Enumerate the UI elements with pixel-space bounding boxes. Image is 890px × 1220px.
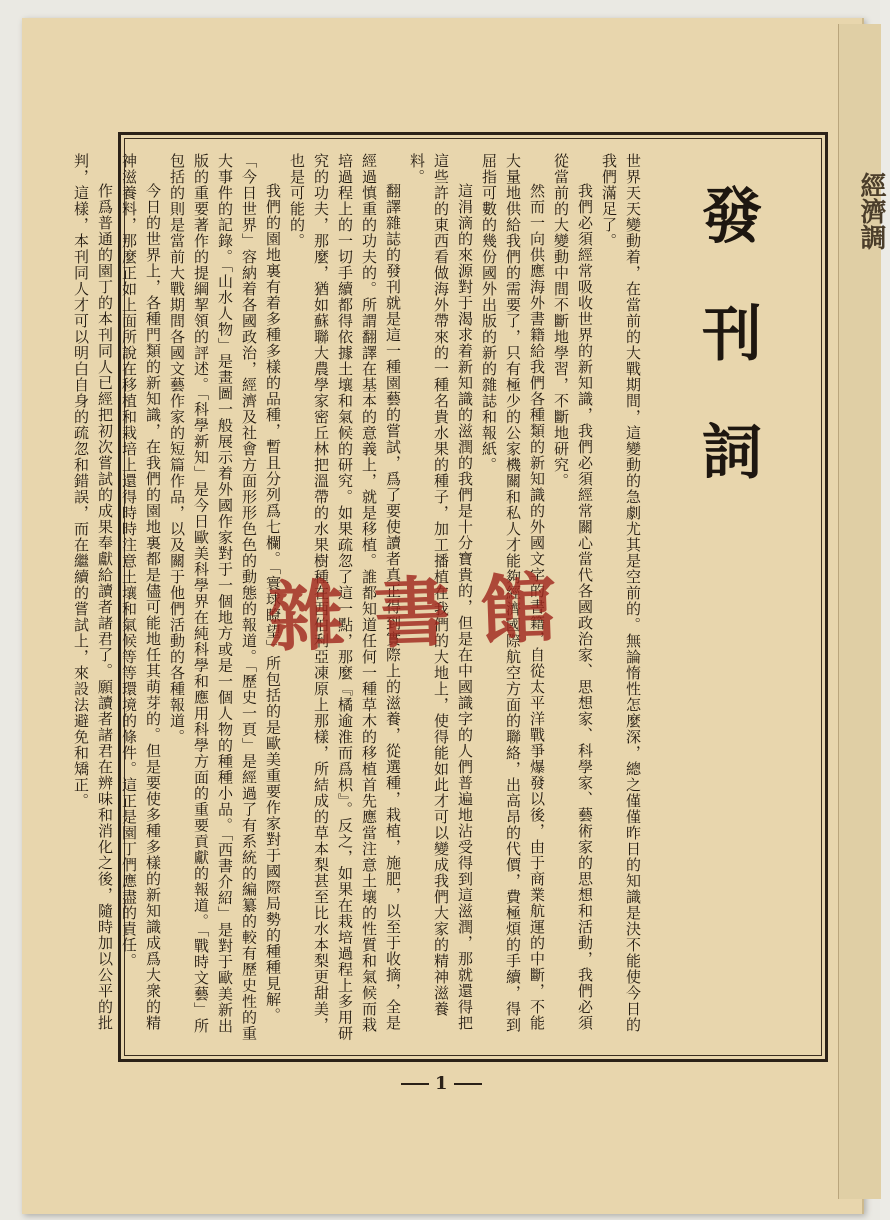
page-number-dash-left: [401, 1083, 429, 1085]
paragraph-6: 我們的園地裏有着多種多樣的品種，暫且分列爲七欄。「寰球瞭望」所包括的是歐美重要作家對于國際局勢的種種見解。「今日世界」容納着各國政治，經濟及社會方面形形色色的動態的報道。「歷史一頁」是經過了有系統的編纂的較有歷史性的重大事件的記錄。「山水人物」是畫圖一般展示着外國作家對于一個地方或是一個人物的種種小品。「西書介紹」是對于歐美新出版的重要著作的提綱挈領的評述。「科學新知」是今日歐美科學界在純科學和應用科學方面的重要貢獻的報道。「戰時文藝」所包括的則是當前大戰期間各國文藝作家的短篇作品，以及關于他們活動的各種報道。: [168, 153, 282, 1042]
paragraph-3: 然而一向供應海外書籍給我們各種類的新知識的外國文字的書籍，自從太平洋戰爭爆發以後，由于商業航運的中斷，不能大量地供給我們的需要了，只有極少的公家機關和私人才能夠經濟國際航空方面的聯絡，出高昂的代價，費極煩的手續，得到屈指可數的幾份國外出版的新的雜誌和報紙。: [480, 153, 546, 1033]
adjacent-page-edge: [838, 24, 886, 1199]
paragraph-1: 世界天天變動着，在當前的大戰期間，這變動的急劇尤其是空前的。無論惰性怎麼深，總之僅僅昨日的知識是決不能使今日的我們滿足了。: [600, 153, 642, 1033]
article-title: [687, 182, 777, 607]
paragraph-2: 我們必須經常吸收世界的新知識，我們必須經常關心當代各國政治家、思想家、科學家、藝術家的思想和活動，我們必須從當前的大變動中間不斷地學習，不斷地研究。: [552, 153, 594, 1031]
library-watermark-stamp: 雜書館: [266, 562, 588, 663]
title-char-1: 發: [702, 182, 762, 252]
title-char-2: 刊: [702, 300, 762, 370]
page-number-value: 1: [435, 1073, 448, 1094]
paragraph-8: 作爲普通的園丁的本刊同人已經把初次嘗試的成果奉獻給讀者諸君了。願讀者諸君在辨味和消化之後，隨時加以公平的批判，這樣，本刊同人才可以明白自身的疏忽和錯誤，而在繼續的嘗試上，來設法避免和矯正。: [72, 153, 114, 1031]
paragraph-7: 今日的世界上，各種門類的新知識，在我們的園地裏都是儘可能地任其萌芽的。但是要使多種多樣的新知識成爲大衆的精神滋養料，那麼正如上面所說在移植和栽培上還得時時注意土壤和氣候等等環境的條件。這正是園丁們應盡的責任。: [120, 153, 162, 1031]
paragraph-5: 翻譯雜誌的發刊就是這一種園藝的嘗試，爲了要使讀者真正得到實際上的滋養，從選種，栽植，施肥，以至于收摘，全是經過慎重的功夫的。所謂翻譯在基本的意義上，就是移植。誰都知道任何一種草木的移植首先應當注意土壤的性質和氣候而栽培過程上的一切手續都得依據土壤和氣候的研究。如果疏忽了這一點，那麼『橘逾淮而爲枳』。反之，如果在栽培過程上多用研究的功夫，那麼，猶如蘇聯大農學家密丘林把溫帶的水果樹種在西伯利亞凍原上那樣，所結成的草本梨甚至比水本梨更甜美，也是可能的。: [288, 153, 402, 1042]
title-char-3: 詞: [702, 418, 762, 488]
adjacent-page-text: 經濟調: [856, 172, 886, 250]
page-number-dash-right: [454, 1083, 482, 1085]
paragraph-4: 這涓滴的來源對于渴求着新知識的滋潤的我們是十分寶貴的，但是在中國識字的人們普遍地沾受得到這滋潤，那就還得把這些許的東西看做海外帶來的一種名貴水果的種子，加工播植在我們的大地上，使得能如此才可以變成我們大家的精神滋養料。: [408, 153, 474, 1031]
page-number: [395, 1073, 488, 1094]
